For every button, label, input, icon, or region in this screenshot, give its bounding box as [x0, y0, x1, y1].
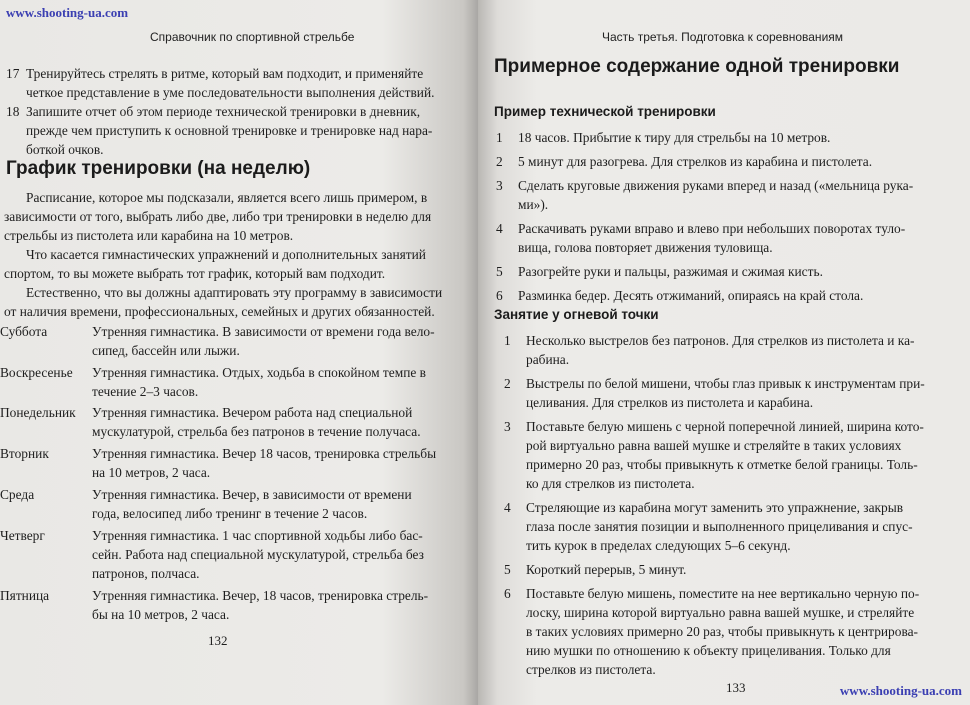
schedule-line: Утренняя гимнастика. Вечером работа над специальной [92, 405, 413, 420]
intro-line: от наличия времени, профессиональных, семейных и других обязанностей. [4, 304, 435, 319]
step-line: ми»). [518, 197, 549, 212]
step-number: 4 [504, 500, 511, 515]
schedule-line: Утренняя гимнастика. Вечер 18 часов, тренировка стрельбы [92, 446, 437, 461]
item-number: 18 [6, 104, 20, 119]
intro-line: Расписание, которое мы подсказали, является всего лишь примером, в [26, 190, 428, 205]
intro-line: Естественно, что вы должны адаптировать эту программу в зависимости [26, 285, 443, 300]
running-head-left: Справочник по спортивной стрельбе [150, 30, 355, 44]
step-line: ко для стрелков из пистолета. [526, 476, 695, 491]
page-number-right: 133 [726, 680, 746, 695]
step-number: 2 [504, 376, 511, 391]
schedule-line: Утренняя гимнастика. Вечер, в зависимости от времени [92, 487, 412, 502]
intro-line: стрельбы из пистолета или карабина на 10 метров. [4, 228, 294, 243]
schedule-line: Утренняя гимнастика. 1 час спортивной ходьбы либо бас- [92, 528, 423, 543]
step-line: нию мушки по отношению к объекту прицеливания. Только для [526, 643, 891, 658]
step-line: лоску, ширина которой виртуально равна вашей мушке, и стреляйте [526, 605, 915, 620]
step-number: 6 [504, 586, 511, 601]
intro-line: спортом, то вы можете выбрать тот график, который вам подходит. [4, 266, 386, 281]
intro-line: зависимости от того, выбрать либо две, либо три тренировки в неделю для [4, 209, 432, 224]
schedule-line: Утренняя гимнастика. Вечер, 18 часов, тренировка стрель- [92, 588, 429, 603]
schedule-day: Суббота [0, 324, 48, 339]
step-line: в таких условиях примерно 20 раз, чтобы привыкнуть к центрирова- [526, 624, 918, 639]
left-page [0, 0, 478, 705]
step-number: 3 [504, 419, 511, 434]
step-line: Разогрейте руки и пальцы, разжимая и сжимая кисть. [518, 264, 823, 279]
schedule-line: года, велосипед либо тренинг в течение 2 часов. [92, 506, 368, 521]
item-line: Запишите отчет об этом периоде технической тренировки в дневник, [26, 104, 421, 119]
step-line: Раскачивать руками вправо и влево при небольших поворотах туло- [518, 221, 906, 236]
schedule-day: Воскресенье [0, 365, 73, 380]
schedule-line: Утренняя гимнастика. В зависимости от времени года вело- [92, 324, 435, 339]
step-line: Несколько выстрелов без патронов. Для стрелков из пистолета и ка- [526, 333, 915, 348]
schedule-line: сипед, бассейн или лыжи. [92, 343, 240, 358]
schedule-day: Вторник [0, 446, 49, 461]
schedule-line: на 10 метров, 2 часа. [92, 465, 211, 480]
step-line: 18 часов. Прибытие к тиру для стрельбы на 10 метров. [518, 130, 831, 145]
section-heading-schedule: График тренировки (на неделю) [6, 158, 311, 179]
step-line: Короткий перерыв, 5 минут. [526, 562, 687, 577]
item-line: боткой очков. [26, 142, 104, 157]
schedule-line: Утренняя гимнастика. Отдых, ходьба в спокойном темпе в [92, 365, 426, 380]
item-line: прежде чем приступить к основной тренировке и тренировке над нара- [26, 123, 433, 138]
schedule-day: Понедельник [0, 405, 76, 420]
step-line: стрелков из пистолета. [526, 662, 656, 677]
step-line: рабина. [526, 352, 570, 367]
step-line: глаза после занятия позиции и выполненного прицеливания и спус- [526, 519, 913, 534]
watermark-url-bottom[interactable]: www.shooting-ua.com [839, 683, 962, 698]
schedule-day: Четверг [0, 528, 45, 543]
step-line: Поставьте белую мишень, поместите на нее вертикально черную по- [526, 586, 920, 601]
step-line: тить курок в пределах следующих 5–6 секунд. [526, 538, 791, 553]
schedule-day: Пятница [0, 588, 50, 603]
schedule-line: патронов, полчаса. [92, 566, 200, 581]
schedule-line: бы на 10 метров, 2 часа. [92, 607, 230, 622]
item-number: 17 [6, 66, 20, 81]
step-line: целивания. Для стрелков из пистолета и карабина. [526, 395, 814, 410]
step-number: 4 [496, 221, 503, 236]
step-line: Поставьте белую мишень с черной поперечной линией, ширина кото- [526, 419, 924, 434]
step-number: 6 [496, 288, 503, 303]
page-number-left: 132 [208, 633, 228, 648]
schedule-day: Среда [0, 487, 35, 502]
intro-line: Что касается гимнастических упражнений и дополнительных занятий [26, 247, 426, 262]
step-number: 5 [504, 562, 511, 577]
step-line: Выстрелы по белой мишени, чтобы глаз привык к инструментам при- [526, 376, 925, 391]
step-number: 3 [496, 178, 503, 193]
schedule-line: мускулатурой, стрельба без патронов в течение получаса. [92, 424, 421, 439]
watermark-url-top[interactable]: www.shooting-ua.com [6, 5, 129, 20]
right-page [478, 0, 970, 705]
step-line: вища, голова повторяет движения туловища. [518, 240, 773, 255]
item-line: Тренируйтесь стрелять в ритме, который вам подходит, и применяйте [26, 66, 424, 81]
step-number: 1 [504, 333, 511, 348]
step-number: 2 [496, 154, 503, 169]
step-line: рой виртуально равна вашей мушке и стреляйте в таких условиях [526, 438, 902, 453]
subheading-firing-point: Занятие у огневой точки [494, 307, 659, 322]
step-number: 1 [496, 130, 503, 145]
section-heading-training: Примерное содержание одной тренировки [494, 56, 900, 77]
step-line: примерно 20 раз, чтобы привыкнуть к отметке белой границы. Толь- [526, 457, 918, 472]
step-number: 5 [496, 264, 503, 279]
step-line: Разминка бедер. Десять отжиманий, опираясь на край стола. [518, 288, 864, 303]
schedule-line: течение 2–3 часов. [92, 384, 199, 399]
subheading-technical: Пример технической тренировки [494, 104, 716, 119]
step-line: 5 минут для разогрева. Для стрелков из карабина и пистолета. [518, 154, 873, 169]
schedule-line: сейн. Работа над специальной мускулатурой, стрельба без [92, 547, 424, 562]
step-line: Сделать круговые движения руками вперед и назад («мельница рука- [518, 178, 914, 193]
item-line: четкое представление в уме последовательности выполнения действий. [26, 85, 435, 100]
step-line: Стреляющие из карабина могут заменить это упражнение, закрыв [526, 500, 904, 515]
running-head-right: Часть третья. Подготовка к соревнованиям [602, 30, 844, 44]
